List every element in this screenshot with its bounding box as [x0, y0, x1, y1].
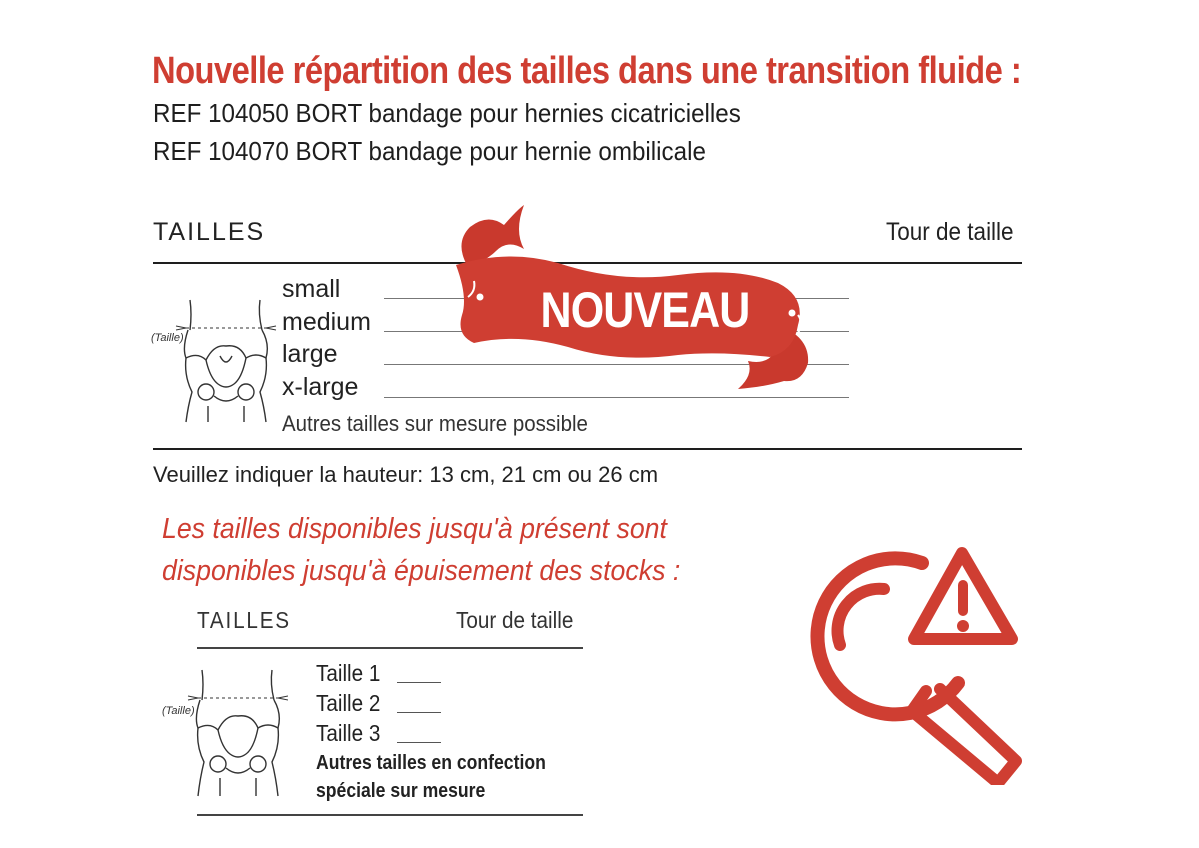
row-leader-line — [384, 397, 849, 398]
old-custom-note-line-1: Autres tailles en confection — [316, 752, 546, 774]
ref-line-2: REF 104070 BORT bandage pour hernie ombilicale — [153, 136, 706, 166]
old-table-bottom-rule — [197, 814, 583, 816]
old-table-header-sizes: TAILLES — [197, 607, 291, 633]
pelvis-figure-icon — [148, 296, 278, 426]
table-header-waist: Tour de taille — [886, 218, 1014, 246]
magnifier-warning-icon — [780, 535, 1030, 785]
page-title: Nouvelle répartition des tailles dans une transition fluide : — [152, 50, 1022, 92]
old-size-label-3: Taille 3 — [316, 720, 381, 746]
old-size-label-1: Taille 1 — [316, 660, 381, 686]
old-table-top-rule — [197, 647, 583, 649]
old-sizes-intro-line-2: disponibles jusqu'à épuisement des stocks : — [162, 555, 681, 587]
ref-line-1: REF 104050 BORT bandage pour hernies cicatricielles — [153, 98, 741, 128]
size-label-x-large: x-large — [282, 373, 359, 401]
pelvis-figure-icon — [158, 666, 288, 802]
row-leader-line — [397, 742, 441, 743]
banner-label: NOUVEAU — [540, 282, 750, 338]
table-bottom-rule — [153, 448, 1022, 450]
height-note: Veuillez indiquer la hauteur: 13 cm, 21 cm ou 26 cm — [153, 462, 659, 487]
size-label-small: small — [282, 275, 341, 303]
old-size-label-2: Taille 2 — [316, 690, 381, 716]
nouveau-banner — [448, 205, 832, 395]
old-table-header-waist: Tour de taille — [456, 607, 574, 633]
size-label-large: large — [282, 340, 338, 368]
old-custom-note-line-2: spéciale sur mesure — [316, 780, 486, 802]
figure-waist-label: (Taille) — [151, 332, 184, 344]
size-label-medium: medium — [282, 308, 371, 336]
table-header-sizes: TAILLES — [153, 218, 266, 246]
custom-size-note: Autres tailles sur mesure possible — [282, 411, 588, 436]
old-figure-waist-label: (Taille) — [162, 705, 195, 717]
old-sizes-intro-line-1: Les tailles disponibles jusqu'à présent sont — [162, 513, 667, 545]
row-leader-line — [397, 712, 441, 713]
row-leader-line — [397, 682, 441, 683]
